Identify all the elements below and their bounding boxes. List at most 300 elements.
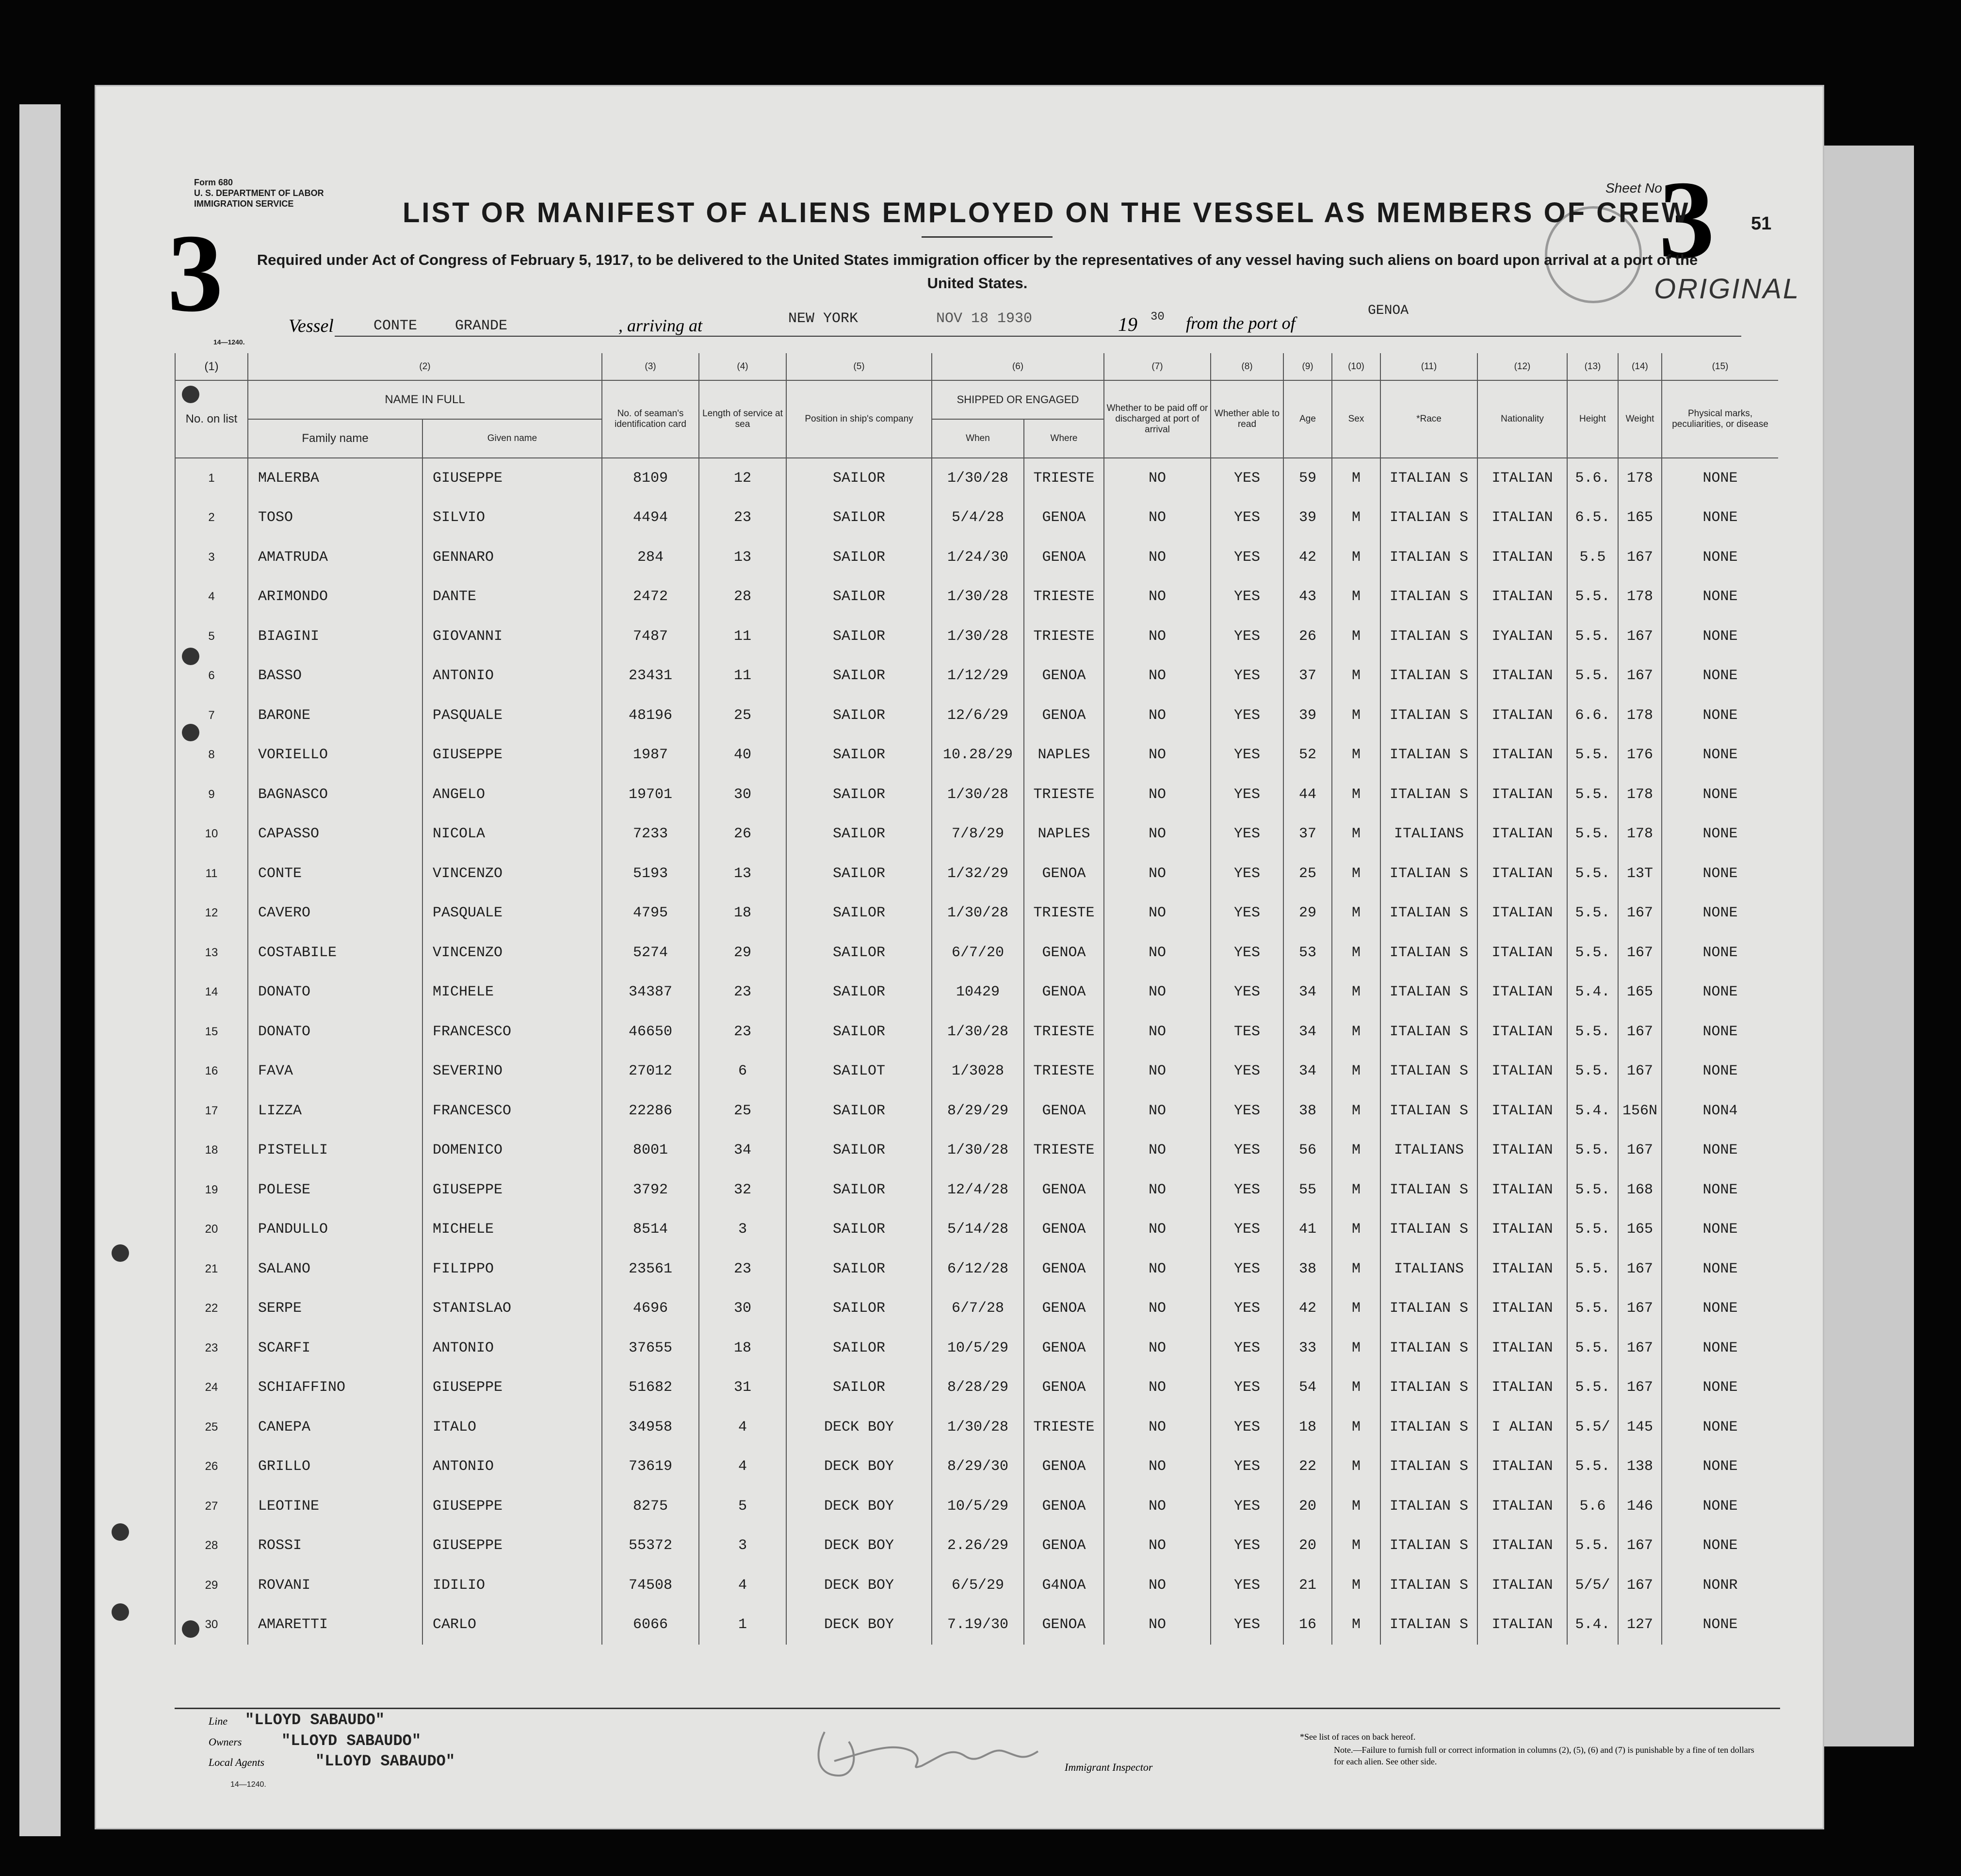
cell-discharge: NO	[1104, 1328, 1211, 1368]
cell-card: 7233	[602, 815, 699, 854]
cell-card: 2472	[602, 577, 699, 617]
cell-when: 6/12/28	[932, 1249, 1024, 1289]
owners-label: Owners	[209, 1736, 242, 1748]
cell-nat: ITALIAN	[1477, 1131, 1567, 1171]
table-row	[175, 1170, 1778, 1210]
cell-when: 1/3028	[932, 1052, 1024, 1092]
header-when: When	[932, 419, 1024, 458]
sheet-number-right: 3	[1659, 158, 1715, 281]
col-num-6: (6)	[932, 353, 1104, 380]
cell-nat: ITALIAN	[1477, 1486, 1567, 1526]
sheet-label: Sheet No	[1605, 180, 1662, 196]
cell-service: 11	[699, 617, 786, 656]
cell-family: CAPASSO	[248, 815, 422, 854]
cell-no: 10	[175, 815, 248, 854]
cell-given: GIUSEPPE	[422, 1526, 602, 1566]
cell-height: 5.5.	[1567, 617, 1618, 656]
cell-marks: NONE	[1662, 1368, 1778, 1408]
cell-where: GENOA	[1024, 933, 1104, 973]
cell-weight: 167	[1618, 1052, 1662, 1092]
cell-given: VINCENZO	[422, 933, 602, 973]
cell-service: 3	[699, 1210, 786, 1250]
cell-card: 27012	[602, 1052, 699, 1092]
cell-card: 46650	[602, 1012, 699, 1052]
arriving-label: , arriving at	[618, 316, 703, 335]
cell-given: DANTE	[422, 577, 602, 617]
cell-discharge: NO	[1104, 1131, 1211, 1171]
cell-no: 21	[175, 1249, 248, 1289]
cell-family: VORIELLO	[248, 735, 422, 775]
cell-read: YES	[1211, 498, 1283, 538]
cell-read: YES	[1211, 775, 1283, 815]
cell-nat: ITALIAN	[1477, 1289, 1567, 1329]
header-height: Height	[1567, 380, 1618, 458]
cell-service: 40	[699, 735, 786, 775]
cell-marks: NONE	[1662, 1526, 1778, 1566]
cell-discharge: NO	[1104, 656, 1211, 696]
cell-weight: 146	[1618, 1486, 1662, 1526]
cell-weight: 165	[1618, 498, 1662, 538]
cell-marks: NONE	[1662, 894, 1778, 933]
cell-when: 6/5/29	[932, 1566, 1024, 1605]
cell-given: GIUSEPPE	[422, 735, 602, 775]
cell-height: 5.5.	[1567, 656, 1618, 696]
cell-height: 5/5/	[1567, 1566, 1618, 1605]
cell-age: 34	[1283, 1012, 1332, 1052]
form-block	[194, 177, 324, 209]
cell-given: PASQUALE	[422, 696, 602, 735]
cell-discharge: NO	[1104, 973, 1211, 1012]
cell-card: 4696	[602, 1289, 699, 1329]
cell-family: ROVANI	[248, 1566, 422, 1605]
cell-read: YES	[1211, 1249, 1283, 1289]
cell-where: GENOA	[1024, 1091, 1104, 1131]
cell-service: 11	[699, 656, 786, 696]
cell-family: PISTELLI	[248, 1131, 422, 1171]
cell-when: 8/28/29	[932, 1368, 1024, 1408]
cell-height: 5.5.	[1567, 1052, 1618, 1092]
cell-position: SAILOR	[786, 1210, 932, 1250]
cell-given: STANISLAO	[422, 1289, 602, 1329]
cell-position: DECK BOY	[786, 1486, 932, 1526]
cell-where: TRIESTE	[1024, 577, 1104, 617]
cell-given: SEVERINO	[422, 1052, 602, 1092]
cell-where: TRIESTE	[1024, 458, 1104, 498]
header-given: Given name	[422, 419, 602, 458]
cell-no: 17	[175, 1091, 248, 1131]
cell-card: 34387	[602, 973, 699, 1012]
from-port-label: from the port of	[1186, 313, 1296, 333]
table-row	[175, 1407, 1778, 1447]
inspector-label: Immigrant Inspector	[1065, 1761, 1153, 1773]
table-row	[175, 1210, 1778, 1250]
table-row	[175, 498, 1778, 538]
cell-discharge: NO	[1104, 1289, 1211, 1329]
table-row	[175, 696, 1778, 735]
header-sex: Sex	[1332, 380, 1380, 458]
col-num-8: (8)	[1211, 353, 1283, 380]
cell-weight: 167	[1618, 1131, 1662, 1171]
cell-marks: NONE	[1662, 1289, 1778, 1329]
cell-where: GENOA	[1024, 656, 1104, 696]
cell-read: YES	[1211, 538, 1283, 577]
cell-read: YES	[1211, 735, 1283, 775]
cell-height: 5.6.	[1567, 458, 1618, 498]
cell-given: PASQUALE	[422, 894, 602, 933]
table-row	[175, 577, 1778, 617]
crew-table	[175, 353, 1778, 1645]
cell-position: DECK BOY	[786, 1526, 932, 1566]
table-row	[175, 1328, 1778, 1368]
cell-card: 48196	[602, 696, 699, 735]
cell-family: BASSO	[248, 656, 422, 696]
cell-marks: NONE	[1662, 775, 1778, 815]
cell-family: POLESE	[248, 1170, 422, 1210]
cell-read: YES	[1211, 894, 1283, 933]
cell-family: SCHIAFFINO	[248, 1368, 422, 1408]
cell-age: 38	[1283, 1249, 1332, 1289]
from-port: GENOA	[1368, 303, 1409, 318]
arrival-port: NEW YORK	[788, 310, 859, 327]
cell-position: SAILOR	[786, 656, 932, 696]
cell-discharge: NO	[1104, 1052, 1211, 1092]
cell-given: ANGELO	[422, 775, 602, 815]
agents-label: Local Agents	[209, 1756, 265, 1768]
cell-discharge: NO	[1104, 696, 1211, 735]
cell-service: 23	[699, 498, 786, 538]
cell-race: ITALIANS	[1380, 1131, 1477, 1171]
punch-hole	[112, 1523, 129, 1541]
cell-nat: ITALIAN	[1477, 1526, 1567, 1566]
cell-family: SALANO	[248, 1249, 422, 1289]
cell-race: ITALIAN S	[1380, 775, 1477, 815]
year-prefix: 19	[1118, 313, 1137, 335]
cell-nat: ITALIAN	[1477, 1566, 1567, 1605]
voyage-underline	[335, 336, 1741, 337]
cell-position: SAILOR	[786, 1289, 932, 1329]
cell-no: 14	[175, 973, 248, 1012]
cell-position: DECK BOY	[786, 1605, 932, 1645]
cell-age: 56	[1283, 1131, 1332, 1171]
cell-service: 13	[699, 538, 786, 577]
cell-read: YES	[1211, 815, 1283, 854]
cell-position: SAILOR	[786, 696, 932, 735]
cell-marks: NONE	[1662, 1249, 1778, 1289]
cell-given: FRANCESCO	[422, 1012, 602, 1052]
cell-read: YES	[1211, 1091, 1283, 1131]
cell-weight: 167	[1618, 617, 1662, 656]
cell-service: 18	[699, 1328, 786, 1368]
cell-sex: M	[1332, 1566, 1380, 1605]
owners-value: "LLOYD SABAUDO"	[281, 1732, 421, 1750]
cell-where: GENOA	[1024, 854, 1104, 894]
cell-sex: M	[1332, 1486, 1380, 1526]
cell-discharge: NO	[1104, 735, 1211, 775]
cell-no: 26	[175, 1447, 248, 1487]
cell-race: ITALIAN S	[1380, 1170, 1477, 1210]
cell-marks: NONE	[1662, 498, 1778, 538]
cell-weight: 178	[1618, 815, 1662, 854]
cell-no: 16	[175, 1052, 248, 1092]
cell-when: 1/30/28	[932, 1407, 1024, 1447]
cell-height: 5.5.	[1567, 894, 1618, 933]
cell-service: 34	[699, 1131, 786, 1171]
cell-family: AMARETTI	[248, 1605, 422, 1645]
cell-nat: ITALIAN	[1477, 775, 1567, 815]
cell-age: 42	[1283, 538, 1332, 577]
table-row	[175, 1012, 1778, 1052]
cell-weight: 176	[1618, 735, 1662, 775]
cell-given: GIOVANNI	[422, 617, 602, 656]
form-number: Form 680	[194, 178, 233, 187]
cell-where: GENOA	[1024, 1170, 1104, 1210]
table-row	[175, 1052, 1778, 1092]
cell-family: FAVA	[248, 1052, 422, 1092]
cell-sex: M	[1332, 1210, 1380, 1250]
cell-no: 5	[175, 617, 248, 656]
cell-discharge: NO	[1104, 933, 1211, 973]
cell-weight: 178	[1618, 696, 1662, 735]
cell-weight: 167	[1618, 538, 1662, 577]
cell-race: ITALIAN S	[1380, 696, 1477, 735]
cell-discharge: NO	[1104, 854, 1211, 894]
cell-where: TRIESTE	[1024, 1407, 1104, 1447]
cell-where: TRIESTE	[1024, 1052, 1104, 1092]
cell-sex: M	[1332, 1328, 1380, 1368]
cell-position: DECK BOY	[786, 1566, 932, 1605]
cell-when: 1/24/30	[932, 538, 1024, 577]
table-row	[175, 735, 1778, 775]
service: IMMIGRATION SERVICE	[194, 199, 294, 209]
cell-height: 5.5.	[1567, 933, 1618, 973]
header-weight: Weight	[1618, 380, 1662, 458]
cell-card: 5193	[602, 854, 699, 894]
cell-card: 74508	[602, 1566, 699, 1605]
cell-age: 34	[1283, 973, 1332, 1012]
cell-given: ANTONIO	[422, 1328, 602, 1368]
cell-when: 1/30/28	[932, 775, 1024, 815]
cell-service: 28	[699, 577, 786, 617]
cell-service: 26	[699, 815, 786, 854]
cell-read: YES	[1211, 1407, 1283, 1447]
table-row	[175, 1605, 1778, 1645]
cell-no: 7	[175, 696, 248, 735]
sheet-suffix: 51	[1751, 213, 1772, 234]
cell-age: 20	[1283, 1486, 1332, 1526]
cell-service: 23	[699, 973, 786, 1012]
cell-height: 5.5.	[1567, 1526, 1618, 1566]
cell-family: TOSO	[248, 498, 422, 538]
cell-when: 2.26/29	[932, 1526, 1024, 1566]
cell-age: 21	[1283, 1566, 1332, 1605]
cell-age: 53	[1283, 933, 1332, 973]
cell-discharge: NO	[1104, 538, 1211, 577]
cell-position: SAILOR	[786, 1368, 932, 1408]
cell-read: YES	[1211, 1566, 1283, 1605]
cell-discharge: NO	[1104, 617, 1211, 656]
cell-age: 54	[1283, 1368, 1332, 1408]
cell-no: 11	[175, 854, 248, 894]
cell-marks: NONE	[1662, 735, 1778, 775]
cell-weight: 145	[1618, 1407, 1662, 1447]
cell-age: 34	[1283, 1052, 1332, 1092]
header-marks: Physical marks, peculiarities, or disease	[1662, 380, 1778, 458]
cell-family: BIAGINI	[248, 617, 422, 656]
footer-form-code: 14—1240.	[230, 1780, 266, 1789]
cell-marks: NONE	[1662, 815, 1778, 854]
cell-sex: M	[1332, 538, 1380, 577]
cell-discharge: NO	[1104, 1012, 1211, 1052]
cell-when: 7.19/30	[932, 1605, 1024, 1645]
cell-race: ITALIAN S	[1380, 498, 1477, 538]
inspector-signature	[795, 1713, 1096, 1795]
cell-discharge: NO	[1104, 1091, 1211, 1131]
cell-height: 5.5.	[1567, 1289, 1618, 1329]
col-num-11: (11)	[1380, 353, 1477, 380]
cell-sex: M	[1332, 1091, 1380, 1131]
cell-family: MALERBA	[248, 458, 422, 498]
cell-service: 18	[699, 894, 786, 933]
col-num-3: (3)	[602, 353, 699, 380]
cell-race: ITALIAN S	[1380, 656, 1477, 696]
cell-given: GIUSEPPE	[422, 458, 602, 498]
back-page-edge	[19, 104, 61, 1836]
cell-marks: NONE	[1662, 1131, 1778, 1171]
cell-height: 5.6	[1567, 1486, 1618, 1526]
table-row	[175, 1368, 1778, 1408]
cell-when: 8/29/30	[932, 1447, 1024, 1487]
races-note: *See list of races on back hereof.	[1300, 1732, 1416, 1742]
cell-weight: 167	[1618, 1328, 1662, 1368]
cell-nat: ITALIAN	[1477, 933, 1567, 973]
cell-weight: 168	[1618, 1170, 1662, 1210]
punch-hole	[182, 724, 199, 741]
cell-read: YES	[1211, 1170, 1283, 1210]
header-family: Family name	[248, 419, 422, 458]
cell-height: 5.5.	[1567, 577, 1618, 617]
cell-sex: M	[1332, 458, 1380, 498]
cell-position: SAILOR	[786, 854, 932, 894]
cell-age: 39	[1283, 696, 1332, 735]
cell-sex: M	[1332, 854, 1380, 894]
cell-race: ITALIAN S	[1380, 1012, 1477, 1052]
cell-weight: 165	[1618, 973, 1662, 1012]
cell-marks: NONR	[1662, 1566, 1778, 1605]
cell-when: 10.28/29	[932, 735, 1024, 775]
cell-race: ITALIAN S	[1380, 1566, 1477, 1605]
cell-read: YES	[1211, 656, 1283, 696]
cell-position: SAILOR	[786, 498, 932, 538]
cell-where: TRIESTE	[1024, 1012, 1104, 1052]
cell-age: 16	[1283, 1605, 1332, 1645]
cell-given: ANTONIO	[422, 656, 602, 696]
cell-family: ROSSI	[248, 1526, 422, 1566]
cell-nat: ITALIAN	[1477, 973, 1567, 1012]
cell-nat: ITALIAN	[1477, 1605, 1567, 1645]
cell-race: ITALIAN S	[1380, 1210, 1477, 1250]
cell-height: 5.5.	[1567, 1210, 1618, 1250]
cell-family: DONATO	[248, 1012, 422, 1052]
cell-given: VINCENZO	[422, 854, 602, 894]
cell-sex: M	[1332, 577, 1380, 617]
cell-weight: 156N	[1618, 1091, 1662, 1131]
cell-service: 30	[699, 1289, 786, 1329]
cell-where: TRIESTE	[1024, 617, 1104, 656]
cell-race: ITALIAN S	[1380, 1526, 1477, 1566]
cell-service: 29	[699, 933, 786, 973]
cell-when: 10/5/29	[932, 1328, 1024, 1368]
table-row	[175, 933, 1778, 973]
cell-sex: M	[1332, 1526, 1380, 1566]
cell-nat: ITALIAN	[1477, 1210, 1567, 1250]
cell-family: CAVERO	[248, 894, 422, 933]
cell-card: 1987	[602, 735, 699, 775]
cell-given: CARLO	[422, 1605, 602, 1645]
cell-where: GENOA	[1024, 1526, 1104, 1566]
cell-when: 1/12/29	[932, 656, 1024, 696]
cell-when: 5/4/28	[932, 498, 1024, 538]
cell-sex: M	[1332, 617, 1380, 656]
cell-race: ITALIANS	[1380, 815, 1477, 854]
cell-sex: M	[1332, 1605, 1380, 1645]
cell-when: 12/4/28	[932, 1170, 1024, 1210]
cell-race: ITALIAN S	[1380, 933, 1477, 973]
cell-no: 27	[175, 1486, 248, 1526]
cell-sex: M	[1332, 1368, 1380, 1408]
cell-age: 52	[1283, 735, 1332, 775]
cell-race: ITALIAN S	[1380, 577, 1477, 617]
cell-position: SAILOR	[786, 815, 932, 854]
cell-sex: M	[1332, 656, 1380, 696]
cell-service: 1	[699, 1605, 786, 1645]
cell-card: 51682	[602, 1368, 699, 1408]
cell-card: 8001	[602, 1131, 699, 1171]
form-code: 14—1240.	[213, 338, 245, 346]
punch-hole	[182, 1620, 199, 1638]
cell-discharge: NO	[1104, 775, 1211, 815]
cell-marks: NONE	[1662, 1486, 1778, 1526]
cell-given: NICOLA	[422, 815, 602, 854]
cell-nat: ITALIAN	[1477, 498, 1567, 538]
line-label: Line	[209, 1715, 228, 1727]
cell-discharge: NO	[1104, 1447, 1211, 1487]
cell-nat: ITALIAN	[1477, 577, 1567, 617]
header-nationality: Nationality	[1477, 380, 1567, 458]
col-num-10: (10)	[1332, 353, 1380, 380]
vessel-name: CONTE GRANDE	[373, 318, 508, 334]
cell-position: SAILOR	[786, 1328, 932, 1368]
cell-card: 4795	[602, 894, 699, 933]
cell-when: 7/8/29	[932, 815, 1024, 854]
cell-when: 1/30/28	[932, 577, 1024, 617]
cell-when: 1/30/28	[932, 458, 1024, 498]
cell-marks: NONE	[1662, 1328, 1778, 1368]
cell-read: YES	[1211, 1368, 1283, 1408]
cell-sex: M	[1332, 894, 1380, 933]
cell-position: SAILOR	[786, 617, 932, 656]
cell-discharge: NO	[1104, 577, 1211, 617]
cell-service: 25	[699, 696, 786, 735]
cell-when: 6/7/28	[932, 1289, 1024, 1329]
cell-discharge: NO	[1104, 1170, 1211, 1210]
cell-nat: IYALIAN	[1477, 617, 1567, 656]
cell-position: SAILOR	[786, 458, 932, 498]
cell-marks: NONE	[1662, 1605, 1778, 1645]
cell-sex: M	[1332, 498, 1380, 538]
cell-card: 8275	[602, 1486, 699, 1526]
cell-height: 5.5.	[1567, 854, 1618, 894]
cell-card: 23431	[602, 656, 699, 696]
